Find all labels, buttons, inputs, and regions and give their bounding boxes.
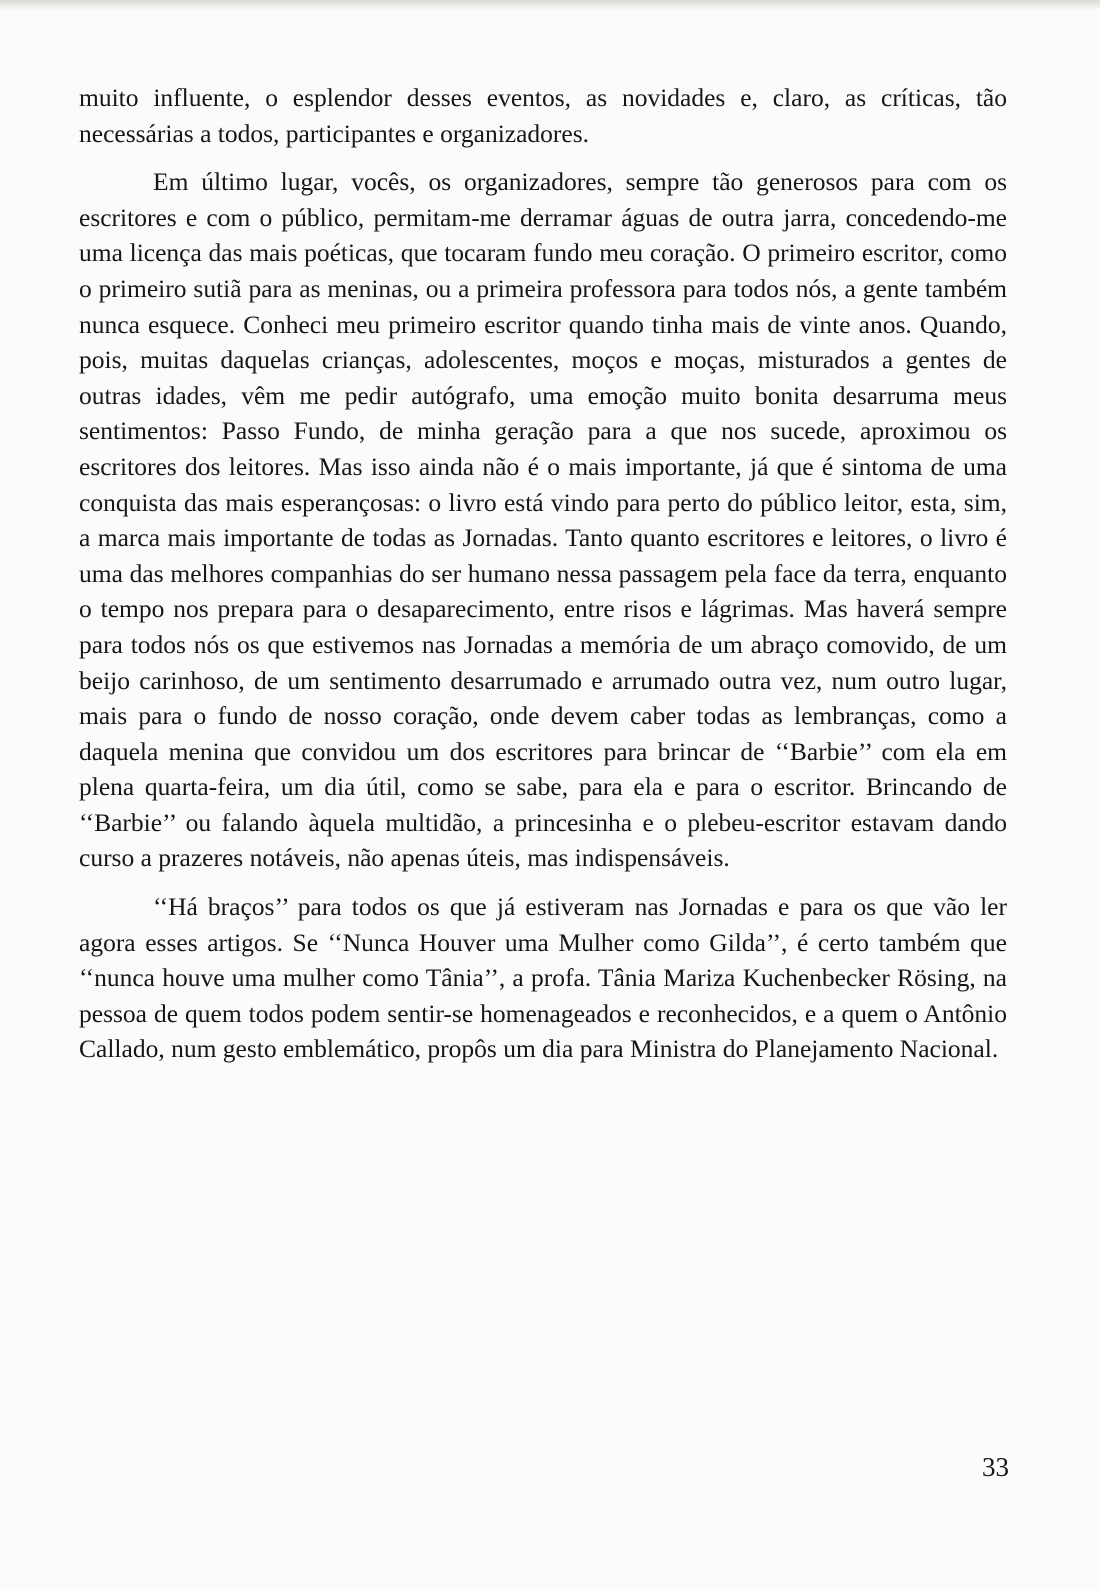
paragraph-tania: ‘‘Há braços’’ para todos os que já estiveram nas Jornadas e para os que vão ler agora esses artigos. Se ‘‘Nunca Houver uma Mulher como Gilda’’, é certo também que ‘‘nunca houve uma mulher como Tânia’’, a profa. Tânia Mariza Kuchenbecker Rösing, na pessoa de quem todos podem sentir-se homenageados e reconhecidos, e a quem o Antônio Callado, num gesto emblemático, propôs um dia para Ministra do Planejamento Nacional. — [79, 892, 1007, 1064]
paragraph-organizers: Em último lugar, vocês, os organizadores, sempre tão generosos para com os escritores e com o público, permitam-me derramar águas de outra jarra, concedendo-me uma licença das mais poéticas, que tocaram fundo meu coração. O primeiro escritor, como o primeiro sutiã para as meninas, ou a primeira professora para todos nós, a gente também nunca esquece. Conheci meu primeiro escritor quando tinha mais de vinte anos. Quando, pois, muitas daquelas crianças, adolescentes, moços e moças, misturados a gentes de outras idades, vêm me pedir autógrafo, uma emoção muito bonita desarruma meus sentimentos: Passo Fundo, de minha geração para a que nos sucede, aproximou os escritores dos leitores. Mas isso ainda não é o mais importante, já que é sintoma de uma conquista das mais esperançosas: o livro está vindo para perto do público leitor, esta, sim, a marca mais importante de todas as Jornadas. Tanto quanto escritores e leitores, o livro é uma das melhores companhias do ser humano nessa passagem pela face da terra, enquanto o tempo nos prepara para o desaparecimento, entre risos e lágrimas. Mas haverá sempre para todos nós os que estivemos nas Jornadas a memória de um abraço comovido, de um beijo carinhoso, de um sentimento desarrumado e arrumado outra vez, num outro lugar, mais para o fundo de nosso coração, onde devem caber todas as lembranças, como a daquela menina que convidou um dos escritores para brincar de ‘‘Barbie’’ com ela em plena quarta-feira, um dia útil, como se sabe, para ela e para o escritor. Brincando de ‘‘Barbie’’ ou falando àquela multidão, a princesinha e o plebeu-escritor estavam dando curso a prazeres notáveis, não apenas úteis, mas indispensáveis. — [79, 167, 1007, 873]
paragraph-continuation: muito influente, o esplendor desses eventos, as novidades e, claro, as críticas, tão necessárias a todos, participantes e organizadores. — [79, 83, 1007, 148]
page-body — [79, 80, 1007, 1067]
page-top-edge — [0, 0, 1100, 10]
page-number: 33 — [982, 1452, 1009, 1482]
